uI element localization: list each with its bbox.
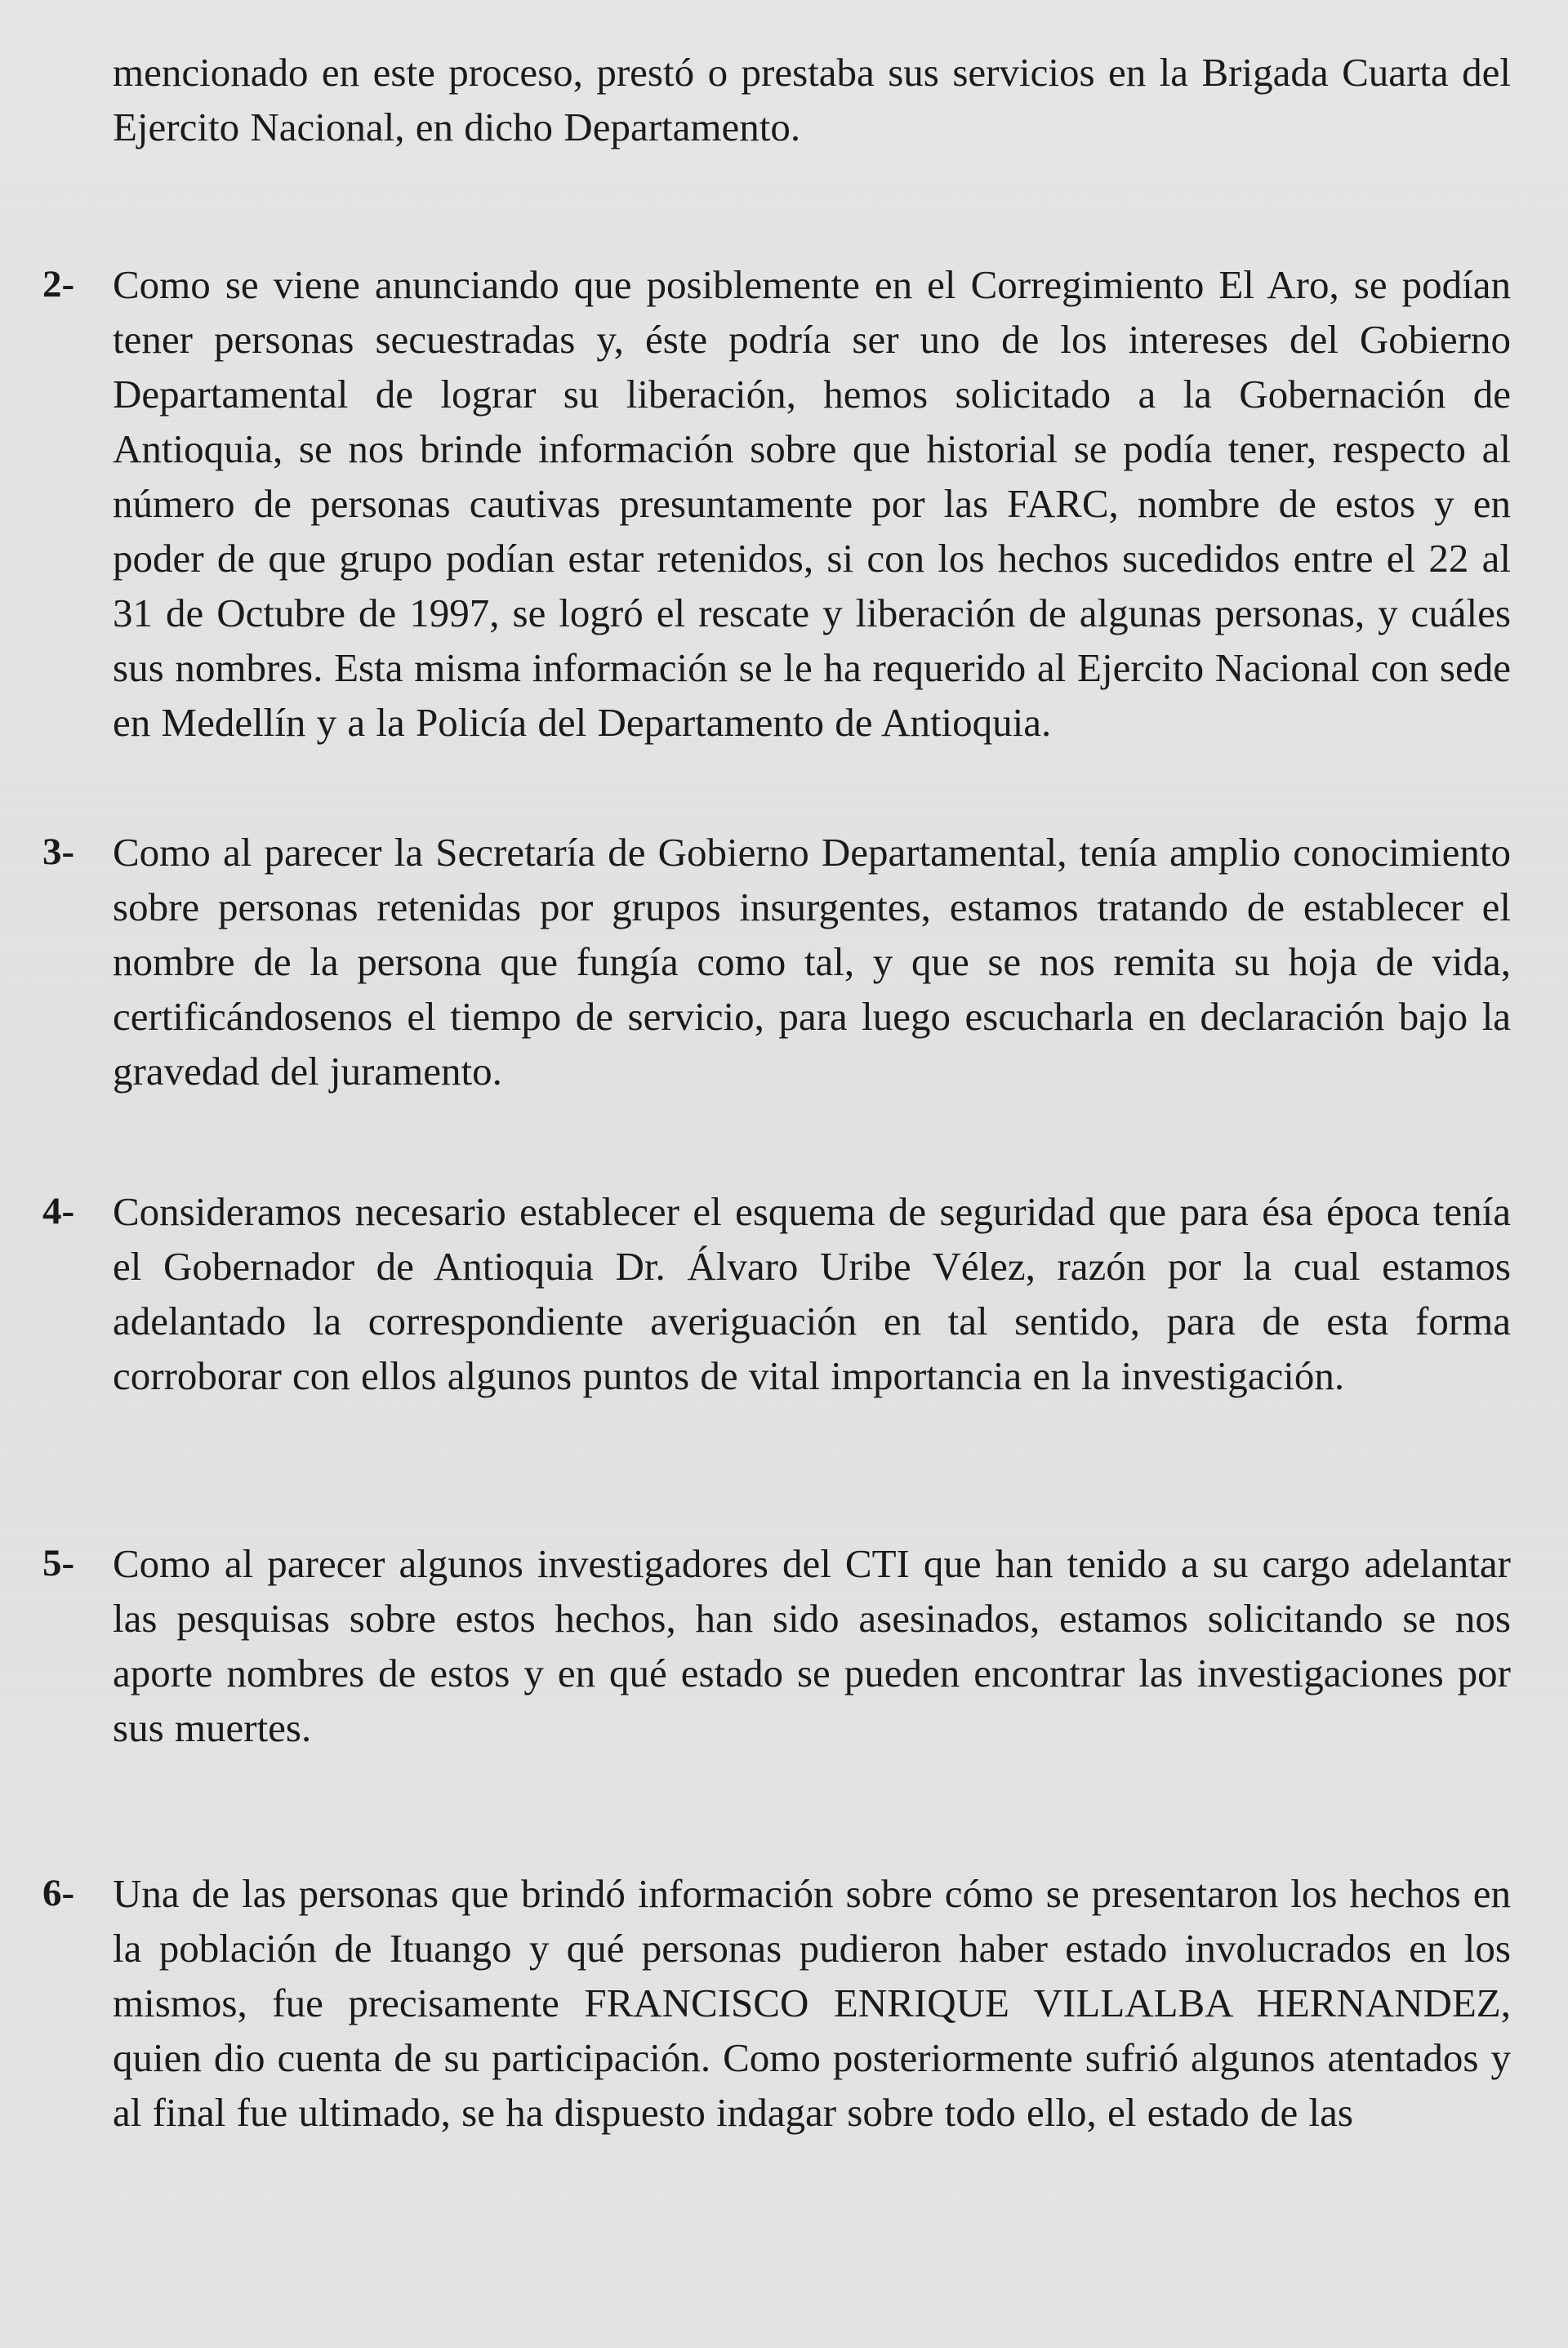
item-number: 2- xyxy=(42,263,75,305)
list-item-3 xyxy=(0,825,1511,1098)
item-number: 3- xyxy=(42,831,75,873)
list-item-4 xyxy=(0,1184,1511,1403)
continuation-paragraph: mencionado en este proceso, prestó o prestaba sus servicios en la Brigada Cuarta del Ejercito Nacional, en dicho Departamento. xyxy=(113,50,1511,149)
item-number: 4- xyxy=(42,1190,75,1232)
list-item-6 xyxy=(0,1866,1511,2140)
item-number: 6- xyxy=(42,1872,75,1914)
item-text: Consideramos necesario establecer el esquema de seguridad que para ésa época tenía el Gobernador de Antioquia Dr. Álvaro Uribe Vélez, razón por la cual estamos adelantado la correspondiente averiguación en tal sentido, para de esta forma corroborar con ellos algunos puntos de vital importancia en la investigación. xyxy=(113,1189,1511,1398)
list-item-5 xyxy=(0,1536,1511,1755)
item-number: 5- xyxy=(42,1542,75,1584)
item-text: Como al parecer la Secretaría de Gobierno Departamental, tenía amplio conocimiento sobre personas retenidas por grupos insurgentes, estamos tratando de establecer el nombre de la persona que fungía como tal, y que se nos remita su hoja de vida, certificándosenos el tiempo de servicio, para luego escucharla en declaración bajo la gravedad del juramento. xyxy=(113,830,1511,1094)
list-item-2 xyxy=(0,257,1511,750)
item-text: Como se viene anunciando que posiblemente en el Corregimiento El Aro, se podían tener personas secuestradas y, éste podría ser uno de los intereses del Gobierno Departamental de lograr su liberación, hemos solicitado a la Gobernación de Antioquia, se nos brinde información sobre que historial se podía tener, respecto al número de personas cautivas presuntamente por las FARC, nombre de estos y en poder de que grupo podían estar retenidos, si con los hechos sucedidos entre el 22 al 31 de Octubre de 1997, se logró el rescate y liberación de algunas personas, y cuáles sus nombres. Esta misma información se le ha requerido al Ejercito Nacional con sede en Medellín y a la Policía del Departamento de Antioquia. xyxy=(113,262,1511,745)
item-text: Como al parecer algunos investigadores del CTI que han tenido a su cargo adelantar las pesquisas sobre estos hechos, han sido asesinados, estamos solicitando se nos aporte nombres de estos y en qué estado se pueden encontrar las investigaciones por sus muertes. xyxy=(113,1541,1511,1750)
item-text: Una de las personas que brindó información sobre cómo se presentaron los hechos en la población de Ituango y qué personas pudieron haber estado involucrados en los mismos, fue precisamente FRANCISCO ENRIQUE VILLALBA HERNANDEZ, quien dio cuenta de su participación. Como posteriormente sufrió algunos atentados y al final fue ultimado, se ha dispuesto indagar sobre todo ello, el estado de las xyxy=(113,1871,1511,2135)
